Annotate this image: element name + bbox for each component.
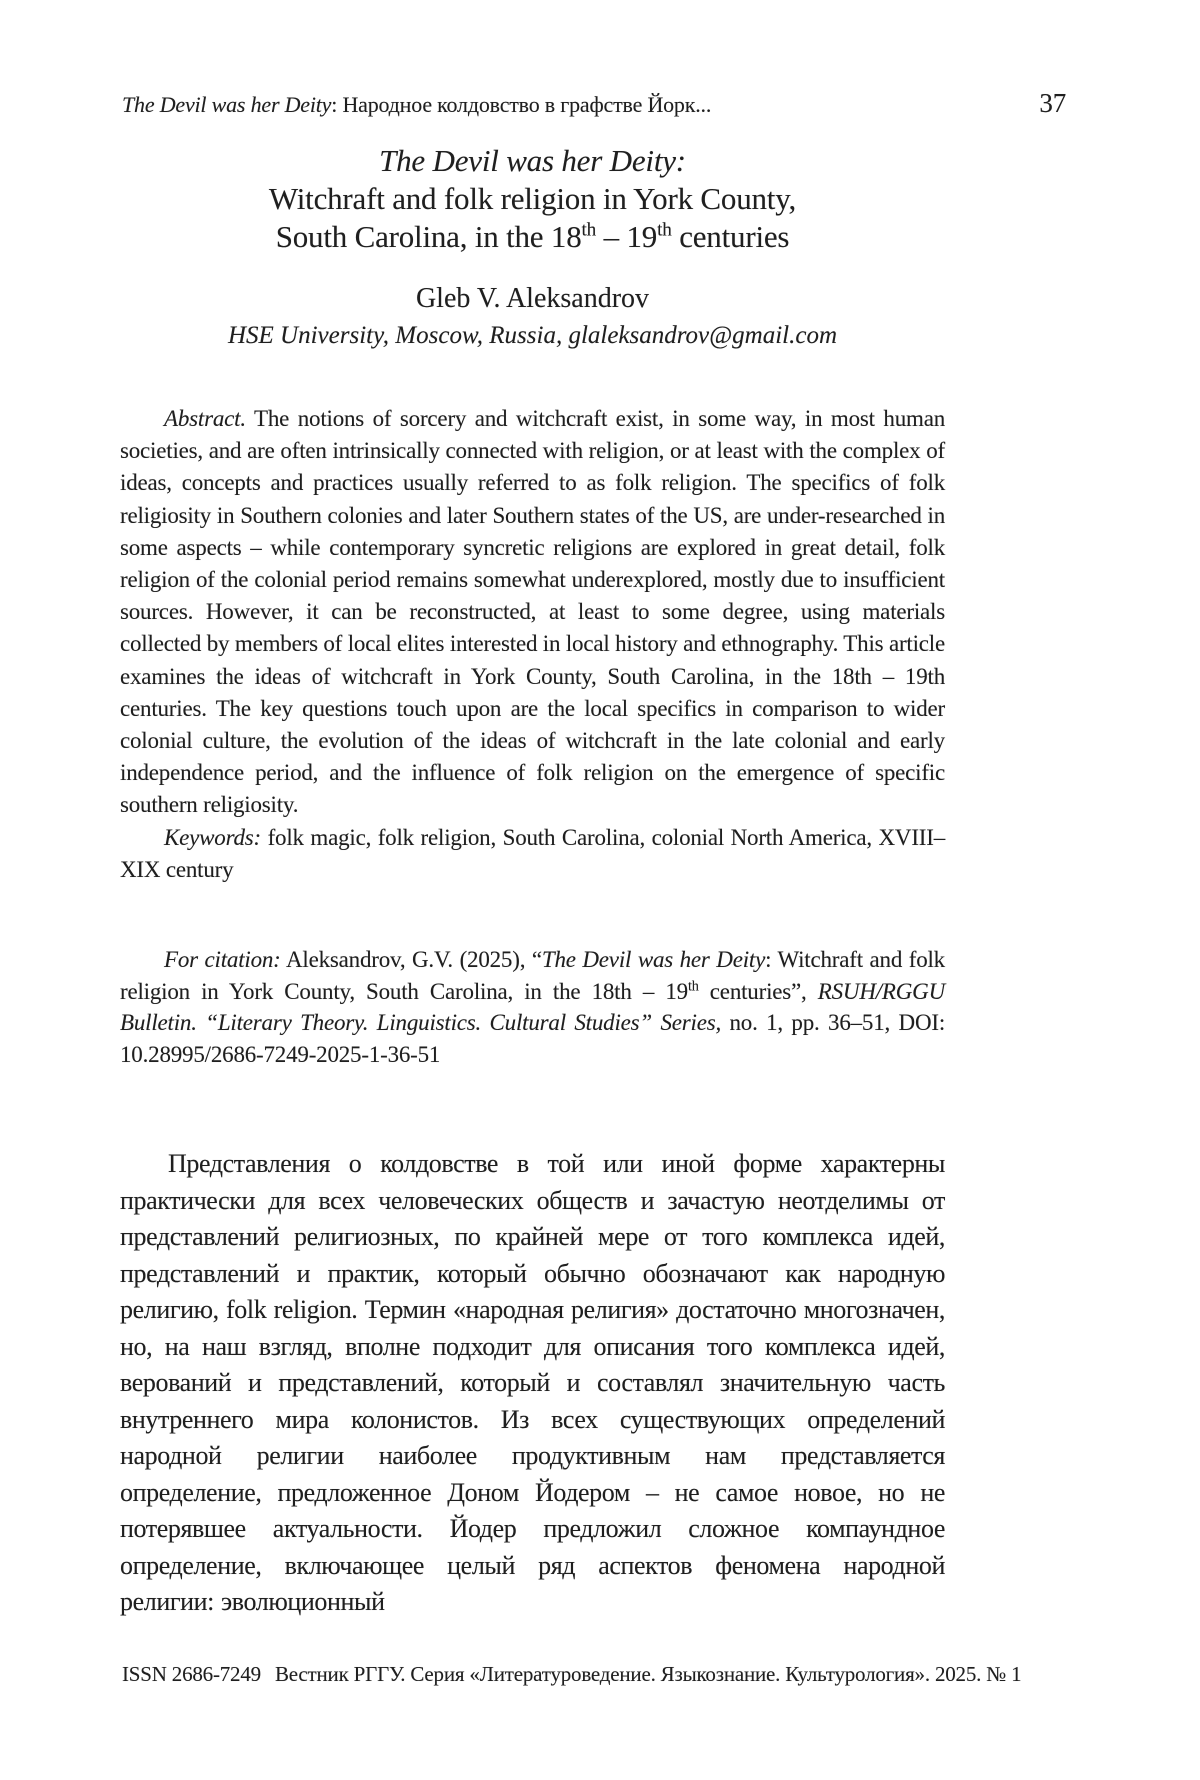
author-name: Gleb V. Aleksandrov bbox=[415, 283, 650, 314]
abstract-block bbox=[120, 403, 945, 886]
author-affiliation: HSE University, Moscow, Russia, glaleksandrov@gmail.com bbox=[227, 322, 838, 349]
abstract-paragraph bbox=[120, 403, 945, 822]
running-header-title-italic: The Devil was her Deity bbox=[122, 92, 332, 117]
running-header bbox=[122, 88, 1066, 119]
title-superscript-18th: th bbox=[581, 219, 597, 241]
footer-journal-info: Вестник РГГУ. Серия «Литературоведение. Языкознание. Культурология». 2025. № 1 bbox=[274, 1662, 1022, 1686]
abstract-text: The notions of sorcery and witchcraft exist, in some way, in most human societies, and are often intrinsically connected with religion, or at least with the complex of ideas, concepts and practices usually referred to as folk religion. The specifics of folk religiosity in Southern colonies and later Southern states of the US, are under-researched in some aspects – while contemporary syncretic religions are explored in great detail, folk religion of the colonial period remains somewhat underexplored, mostly due to insufficient sources. However, it can be reconstructed, at least to some degree, using materials collected by members of local elites interested in local history and ethnography. This article examines the ideas of witchcraft in York County, South Carolina, in the 18th – 19th centuries. The key questions touch upon are the local specifics in comparison to wider colonial culture, the evolution of the ideas of witchcraft in the late colonial and early independence period, and the influence of folk religion on the emergence of specific southern religiosity. bbox=[120, 406, 945, 818]
article-title-line3-pre: South Carolina, in the 18 bbox=[275, 219, 582, 254]
title-superscript-19th: th bbox=[657, 219, 672, 241]
citation-superscript-19th: th bbox=[687, 977, 699, 994]
citation-part3: centuries”, bbox=[698, 978, 818, 1004]
page-footer bbox=[122, 1662, 1066, 1687]
footer-issn: ISSN 2686-7249 bbox=[122, 1662, 261, 1686]
citation-part4: no. 1, pp. 36–51, DOI: 10.28995/2686-7249-2025-1-36-51 bbox=[120, 1010, 946, 1067]
article-title-line3 bbox=[120, 218, 945, 256]
citation-part2: : Witchraft and folk religion in York County, South Carolina, in the 18th – 19 bbox=[120, 947, 945, 1004]
running-header-title-rest: : Народное колдовство в графстве Йорк... bbox=[331, 92, 712, 117]
citation-journal-italic: RSUH/RGGU Bulletin. “Literary Theory. Linguistics. Cultural Studies” Series, bbox=[120, 978, 946, 1036]
article-title-line1: The Devil was her Deity: bbox=[379, 143, 686, 178]
body-paragraph: Представления о колдовстве в той или иной форме характерны практически для всех человеческих обществ и зачастую неотделимы от представлений религиозных, по крайней мере от того комплекса идей, представлений и практик, который обычно обозначают как народную религию, folk religion. Термин «народная религия» достаточно многозначен, но, на наш взгляд, вполне подходит для описания того комплекса идей, верований и представлений, который и составлял значительную часть внутреннего мира колонистов. Из всех существующих определений народной религии наиболее продуктивным нам представляется определение, предложенное Доном Йодером – не самое новое, но не потерявшее актуальности. Йодер предложил сложное компаундное определение, включающее целый ряд аспектов феномена народной религии: эволюционный bbox=[120, 1149, 945, 1617]
citation-paragraph bbox=[120, 944, 945, 1070]
abstract-label: Abstract. bbox=[164, 406, 246, 431]
keywords-text: folk magic, folk religion, South Carolina, colonial North America, XVIII–XIX century bbox=[120, 824, 945, 882]
citation-part1: Aleksandrov, G.V. (2025), “ bbox=[280, 947, 542, 973]
page-number: 37 bbox=[1039, 88, 1066, 118]
keywords-label: Keywords: bbox=[164, 824, 262, 850]
article-title-line2: Witchraft and folk religion in York County, bbox=[268, 181, 797, 216]
article-content bbox=[120, 142, 945, 1621]
article-title-line3-mid: – 19 bbox=[596, 219, 658, 254]
article-title bbox=[120, 142, 945, 256]
citation-label: For citation: bbox=[164, 947, 281, 973]
keywords-paragraph bbox=[120, 822, 945, 886]
citation-title-italic: The Devil was her Deity bbox=[541, 947, 766, 973]
article-title-line3-post: centuries bbox=[671, 219, 790, 254]
running-header-title bbox=[122, 92, 711, 118]
